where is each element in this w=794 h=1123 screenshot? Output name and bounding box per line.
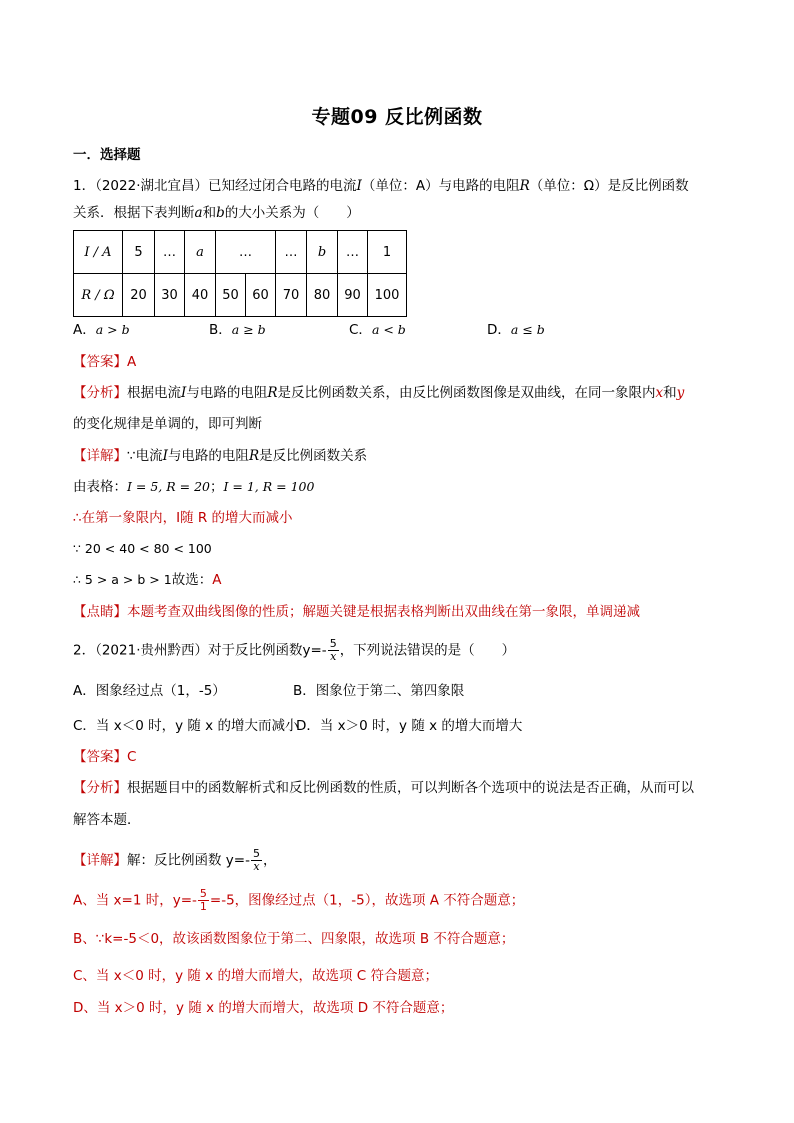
q2-option-b: B．图象位于第二、第四象限 xyxy=(293,683,465,699)
q1-detail-line2: 由表格：I = 5, R = 20；I = 1, R = 100 xyxy=(73,479,315,495)
q1-detail-line4: ∵ 20 < 40 < 80 < 100 xyxy=(73,541,212,556)
q1-comment: 【点睛】本题考查双曲线图像的性质；解题关键是根据表格判断出双曲线在第一象限，单调递减 xyxy=(73,604,640,620)
q2-option-c: C．当 x＜0 时，y 随 x 的增大而减小 xyxy=(73,718,299,734)
table-cell: 30 xyxy=(155,274,185,317)
q1-answer: 【答案】A xyxy=(73,354,137,370)
q2-detail-line: 【详解】解：反比例函数 y=- $\frac{5}{x}$ ， xyxy=(73,847,277,873)
q1-option-c: C．a < b xyxy=(349,322,406,338)
q2-option-d: D．当 x＞0 时，y 随 x 的增大而增大 xyxy=(296,718,523,734)
table-cell: 40 xyxy=(185,274,216,317)
table-cell: 5 xyxy=(123,231,155,274)
q2-line-d: D、当 x＞0 时，y 随 x 的增大而增大，故选项 D 不符合题意； xyxy=(73,1000,454,1016)
table-row xyxy=(74,231,407,274)
table-cell: … xyxy=(216,231,276,274)
q1-option-a: A．a > b xyxy=(73,322,130,338)
table-cell: b xyxy=(307,231,338,274)
table-cell: 70 xyxy=(276,274,307,317)
q1-stem-line2: 关系．根据下表判断a和b的大小关系为（ ） xyxy=(73,205,360,221)
q2-answer: 【答案】C xyxy=(73,749,137,765)
q1-analysis-line1: 【分析】根据电流I与电路的电阻R是反比例函数关系，由反比例函数图像是双曲线，在同一象限内x和y xyxy=(73,385,685,401)
fraction: $\frac{5}{1}$ xyxy=(199,887,207,913)
table-cell: R / Ω xyxy=(74,274,123,317)
table-cell: I / A xyxy=(74,231,123,274)
table-row xyxy=(74,274,407,317)
q2-line-a: A、当 x=1 时，y=- $\frac{5}{1}$ =-5，图像经过点（1，-5），故选项 A 不符合题意； xyxy=(73,887,525,913)
q1-analysis-line2: 的变化规律是单调的，即可判断 xyxy=(73,416,262,432)
q2-line-b: B、∵k=-5＜0，故该函数图象位于第二、四象限，故选项 B 不符合题意； xyxy=(73,931,515,947)
page-title: 专题09 反比例函数 xyxy=(311,106,483,128)
q2-stem: 2．（2021·贵州黔西）对于反比例函数y=- $\frac{5}{x}$ ，下列说法错误的是（ ） xyxy=(73,637,516,663)
table-cell: 50 xyxy=(216,274,246,317)
q1-detail-line5: ∴ 5 > a > b > 1故选：A xyxy=(73,572,222,588)
table-cell: 1 xyxy=(368,231,407,274)
table-cell: … xyxy=(338,231,368,274)
q1-option-d: D．a ≤ b xyxy=(487,322,545,338)
q1-option-b: B．a ≥ b xyxy=(209,322,266,338)
table-cell: 100 xyxy=(368,274,407,317)
table-cell: 20 xyxy=(123,274,155,317)
table-cell: 80 xyxy=(307,274,338,317)
q2-option-a: A．图象经过点（1，-5） xyxy=(73,683,226,699)
q1-data-table xyxy=(73,230,407,317)
fraction: $\frac{5}{x}$ xyxy=(329,637,337,663)
q1-stem-line1: 1．（2022·湖北宜昌）已知经过闭合电路的电流I（单位：A）与电路的电阻R（单位：Ω）是反比例函数 xyxy=(73,178,689,194)
table-cell: 90 xyxy=(338,274,368,317)
table-cell: a xyxy=(185,231,216,274)
q1-detail-line3: ∴在第一象限内，I随 R 的增大而减小 xyxy=(73,510,293,526)
table-cell: … xyxy=(155,231,185,274)
q2-analysis-line2: 解答本题． xyxy=(73,812,141,828)
q2-analysis-line1: 【分析】根据题目中的函数解析式和反比例函数的性质，可以判断各个选项中的说法是否正确，从而可以 xyxy=(73,780,694,796)
table-cell: 60 xyxy=(246,274,276,317)
table-cell: … xyxy=(276,231,307,274)
q2-line-c: C、当 x＜0 时，y 随 x 的增大而增大，故选项 C 符合题意； xyxy=(73,968,438,984)
section-heading: 一．选择题 xyxy=(73,147,141,163)
q1-detail-line1: 【详解】∵电流I与电路的电阻R是反比例函数关系 xyxy=(73,448,368,464)
fraction: $\frac{5}{x}$ xyxy=(252,847,260,873)
